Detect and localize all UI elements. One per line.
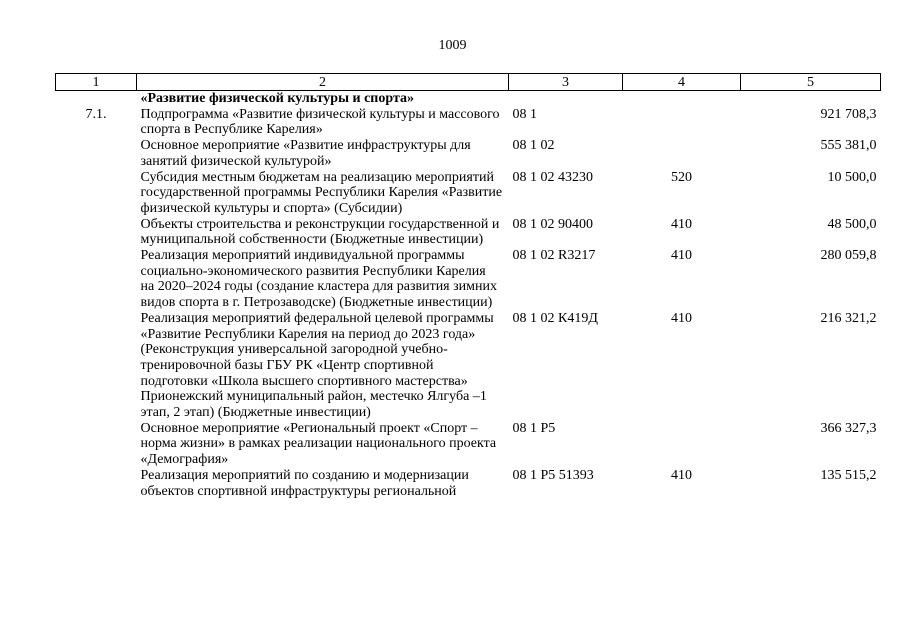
- table-row: [56, 170, 881, 217]
- table-row: [56, 217, 881, 248]
- page-number: 1009: [438, 38, 467, 53]
- row-name: Субсидия местным бюджетам на реализацию мероприятий государственной программы Республики Карелия «Развитие физической культуры и спорта» (Субсидии): [140, 169, 503, 216]
- budget-table: [55, 73, 881, 499]
- row-code: 08 1 02 43230: [512, 169, 593, 185]
- row-type: [623, 421, 741, 468]
- row-name: Основное мероприятие «Региональный проект «Спорт – норма жизни» в рамках реализации национального проекта «Демография»: [140, 420, 497, 468]
- row-amount: 366 327,3: [820, 420, 877, 436]
- row-amount: 921 708,3: [820, 106, 877, 122]
- row-name: Подпрограмма «Развитие физической культуры и массового спорта в Республике Карелия»: [140, 106, 500, 138]
- row-number: [56, 138, 137, 169]
- row-type: 410: [671, 467, 692, 483]
- row-number: [56, 170, 137, 217]
- row-number: 7.1.: [85, 106, 107, 122]
- row-type: [623, 138, 741, 169]
- row-amount: 48 500,0: [827, 216, 877, 232]
- table-row: [56, 138, 881, 169]
- table-header: [56, 74, 881, 91]
- row-code: 08 1 P5: [512, 420, 556, 436]
- section-title: «Развитие физической культуры и спорта»: [140, 91, 414, 106]
- row-name: Основное мероприятие «Развитие инфраструктуры для занятий физической культурой»: [140, 138, 471, 169]
- row-name: Реализация мероприятий по созданию и модернизации объектов спортивной инфраструктуры региональной: [140, 467, 469, 499]
- row-amount: 10 500,0: [827, 169, 877, 185]
- table-row: [56, 421, 881, 468]
- row-number: [56, 311, 137, 421]
- row-number: [56, 468, 137, 499]
- row-code: 08 1: [512, 106, 537, 122]
- table-row: [56, 468, 881, 499]
- row-code: 08 1 02 К419Д: [512, 310, 598, 326]
- row-type: 410: [671, 216, 692, 232]
- table-row: [56, 311, 881, 421]
- row-number: [56, 217, 137, 248]
- row-code: 08 1 P5 51393: [512, 467, 594, 483]
- row-code: 08 1 02: [512, 138, 555, 154]
- row-amount: 555 381,0: [820, 138, 877, 154]
- column-header-3: 3: [509, 74, 623, 91]
- column-header-1: 1: [56, 74, 137, 91]
- row-type: 410: [671, 310, 692, 326]
- row-name: Реализация мероприятий индивидуальной программы социально-экономического развития Республики Карелия на 2020–2024 годы (создание кластера для развития зимних видов спорта в г. Петрозаводске) (Бюджетные инвестиции): [140, 248, 497, 311]
- table-row: [56, 248, 881, 311]
- section-title-row: [56, 91, 881, 107]
- row-code: 08 1 02 R3217: [512, 248, 596, 264]
- column-header-4: 4: [623, 74, 741, 91]
- row-name: Объекты строительства и реконструкции государственной и муниципальной собственности (Бюджетные инвестиции): [140, 216, 500, 248]
- row-type: 410: [671, 248, 692, 264]
- row-number: [56, 421, 137, 468]
- row-type: 520: [671, 169, 692, 185]
- row-code: 08 1 02 90400: [512, 216, 593, 232]
- row-type: [623, 107, 741, 138]
- row-number: [56, 248, 137, 311]
- table-row: [56, 107, 881, 138]
- column-header-5: 5: [741, 74, 881, 91]
- row-name: Реализация мероприятий федеральной целевой программы «Развитие Республики Карелия на период до 2023 года» (Реконструкция универсальной загородной учебно-тренировочной базы ГБУ РК «Центр спортивной подготовки «Школа высшего спортивного мастерства» Прионежский муниципальный район, местечко Ялгуба –1 этап, 2 этап) (Бюджетные инвестиции): [140, 310, 494, 421]
- row-amount: 135 515,2: [820, 467, 877, 483]
- row-amount: 216 321,2: [820, 310, 877, 326]
- column-header-2: 2: [137, 74, 509, 91]
- row-amount: 280 059,8: [820, 248, 877, 264]
